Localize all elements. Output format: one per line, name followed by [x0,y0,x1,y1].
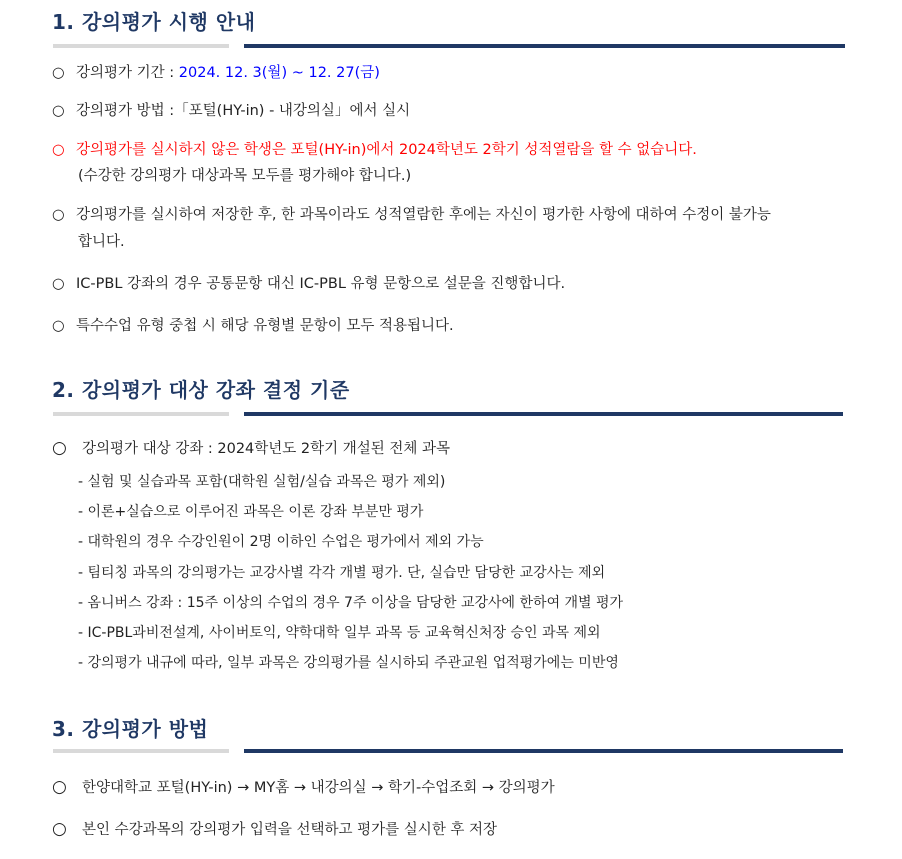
no-edit-text-cont: 합니다. [78,234,125,250]
path-text: 한양대학교 포털(HY-in) → MY홈 → 내강의실 → 학기-수업조회 → 강의평가 [82,780,555,796]
period-item [52,59,380,87]
select-text: 본인 수강과목의 강의평가 입력을 선택하고 평가를 실시한 후 저장 [82,822,498,838]
bullet-icon: ○ [52,103,65,119]
warning-item [52,136,697,164]
section-1-rule-light [53,44,229,48]
target-sub-item: - IC-PBL과비전설계, 사이버토익, 약학대학 일부 과목 등 교육혁신처장 승인 과목 제외 [78,625,601,641]
target-sub-item: - 실험 및 실습과목 포함(대학원 실험/실습 과목은 평가 제외) [78,474,446,490]
section-2-rule-light [53,412,229,416]
target-sub-item: - 팀티칭 과목의 강의평가는 교강사별 각각 개별 평가. 단, 실습만 담당한 교강사는 제외 [78,565,606,581]
path-item [52,773,555,802]
target-sub-item: - 옴니버스 강좌 : 15주 이상의 수업의 경우 7주 이상을 담당한 교강사에 한하여 개별 평가 [78,595,624,611]
section-1-rule-dark [244,44,845,48]
bullet-icon: ○ [52,438,67,458]
section-3-title: 3. 강의평가 방법 [52,717,209,741]
bullet-icon: ○ [52,276,65,292]
section-3-rule-light [53,749,229,753]
bullet-icon: ○ [52,318,65,334]
target-main-text: 강의평가 대상 강좌 : 2024학년도 2학기 개설된 전체 과목 [82,441,451,457]
method-text: 강의평가 방법 :「포털(HY-in) - 내강의실」에서 실시 [76,103,411,119]
special-text: 특수수업 유형 중첩 시 해당 유형별 문항이 모두 적용됩니다. [76,318,454,334]
no-edit-text: 강의평가를 실시하여 저장한 후, 한 과목이라도 성적열람한 후에는 자신이 평가한 사항에 대하여 수정이 불가능 [76,207,771,223]
section-1-title: 1. 강의평가 시행 안내 [52,10,256,34]
no-edit-item [52,201,771,229]
bullet-icon: ○ [52,207,65,223]
warning-text: 강의평가를 실시하지 않은 학생은 포털(HY-in)에서 2024학년도 2학기 성적열람을 할 수 없습니다. [76,142,697,158]
icpbl-item [52,270,565,298]
bullet-icon: ○ [52,819,67,839]
warning-note: (수강한 강의평가 대상과목 모두를 평가해야 합니다.) [78,168,412,184]
bullet-icon: ○ [52,65,65,81]
section-2-title: 2. 강의평가 대상 강좌 결정 기준 [52,378,350,402]
select-item [52,815,497,844]
method-item [52,97,410,125]
period-value: 2024. 12. 3(월) ~ 12. 27(금) [178,65,380,81]
target-main-item [52,434,450,463]
special-item [52,312,454,340]
target-sub-item: - 강의평가 내규에 따라, 일부 과목은 강의평가를 실시하되 주관교원 업적평가에는 미반영 [78,655,619,671]
icpbl-text: IC-PBL 강좌의 경우 공통문항 대신 IC-PBL 유형 문항으로 설문을 진행합니다. [76,276,566,292]
bullet-icon: ○ [52,777,67,797]
section-2-rule-dark [244,412,843,416]
bullet-icon: ○ [52,142,65,158]
section-3-rule-dark [244,749,843,753]
target-sub-item: - 대학원의 경우 수강인원이 2명 이하인 수업은 평가에서 제외 가능 [78,534,484,550]
period-label: 강의평가 기간 : [76,65,179,81]
target-sub-item: - 이론+실습으로 이루어진 과목은 이론 강좌 부분만 평가 [78,504,424,520]
